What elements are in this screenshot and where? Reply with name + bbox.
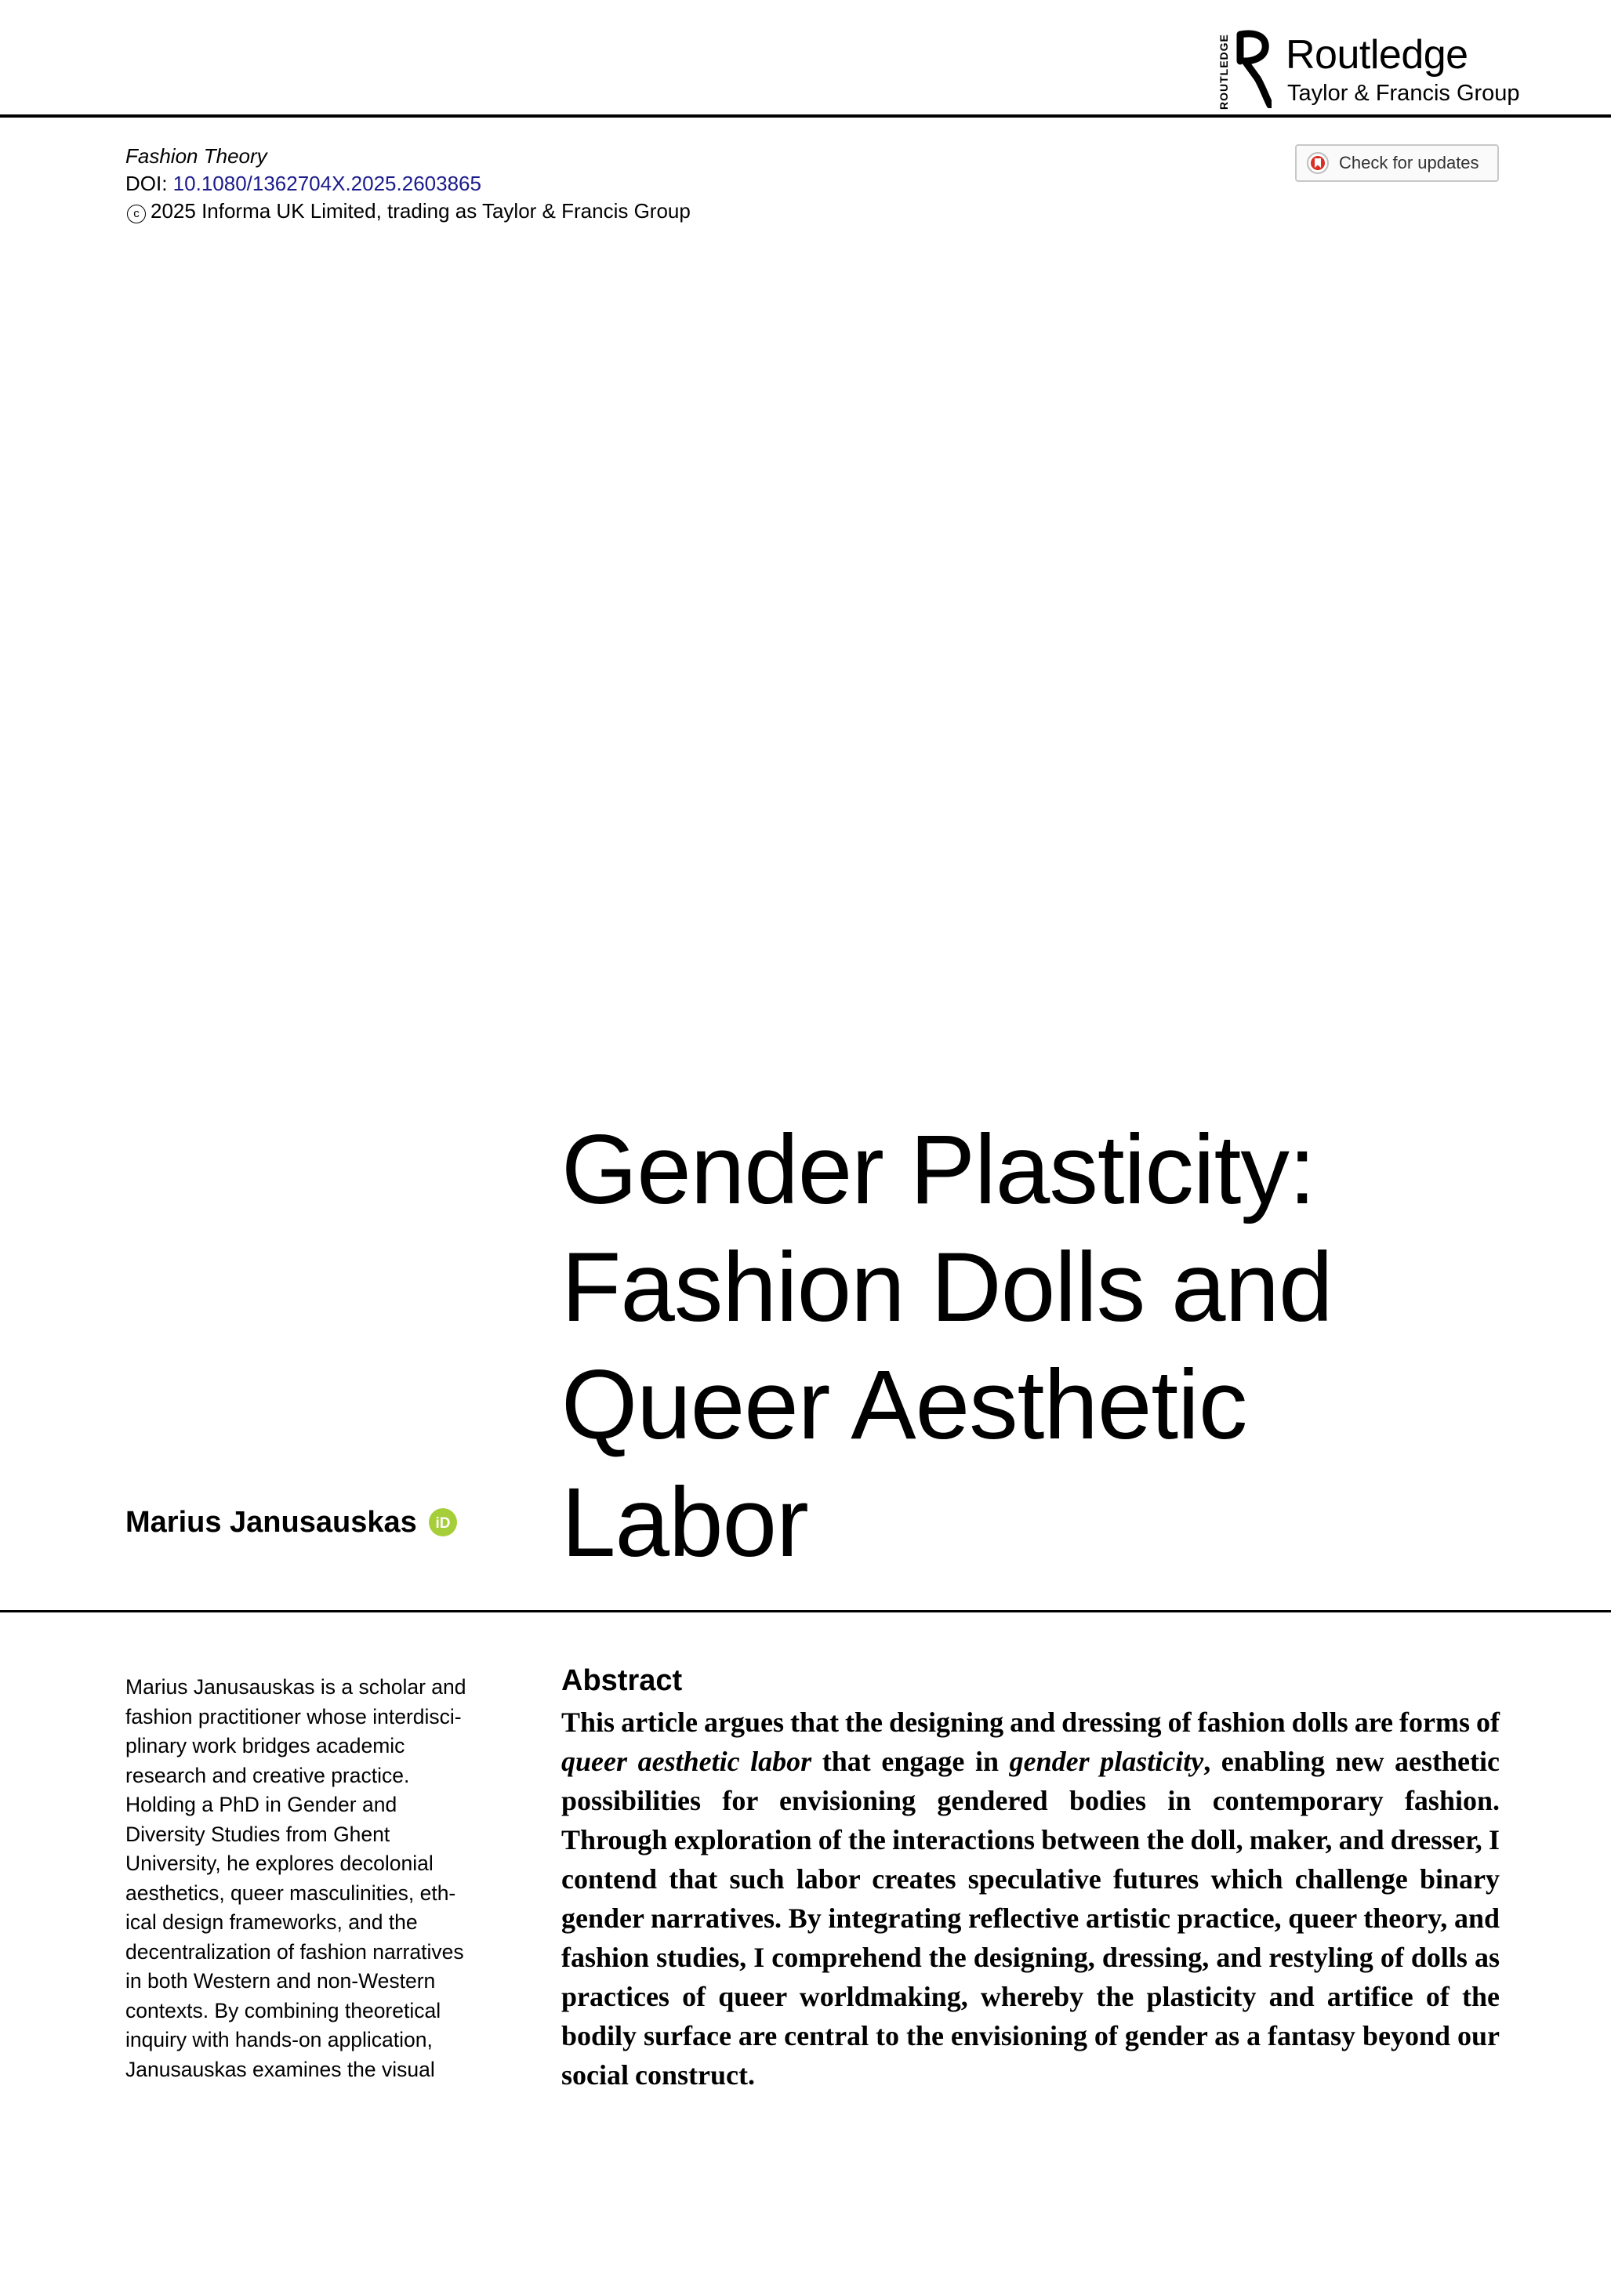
title-line: Gender Plasticity: — [561, 1115, 1315, 1224]
article-meta — [125, 143, 691, 225]
check-for-updates-button[interactable] — [1295, 144, 1499, 182]
bio-line: plinary work bridges academic — [125, 1734, 405, 1757]
author-bio — [125, 1673, 494, 2084]
bio-line: ical design frameworks, and the — [125, 1910, 418, 1934]
bio-line: inquiry with hands-on application, — [125, 2028, 433, 2051]
publisher-logo — [1215, 28, 1544, 113]
abstract-text — [561, 1703, 1500, 2095]
routledge-r-icon — [1234, 30, 1272, 108]
bio-line: Marius Janusauskas is a scholar and — [125, 1675, 466, 1699]
journal-name: Fashion Theory — [125, 144, 267, 168]
publisher-name: Routledge — [1286, 32, 1468, 78]
section-rule — [0, 1610, 1611, 1612]
bio-line: aesthetics, queer masculinities, eth- — [125, 1881, 456, 1905]
copyright-icon: c — [127, 205, 146, 223]
author-name: Marius Janusauskas — [125, 1506, 417, 1539]
abstract-segment: that engage in — [811, 1746, 1010, 1777]
publisher-group: Taylor & Francis Group — [1287, 81, 1520, 106]
check-for-updates-label: Check for updates — [1339, 153, 1479, 172]
bio-line: decentralization of fashion narratives — [125, 1939, 464, 1964]
doi-link[interactable]: 10.1080/1362704X.2025.2603865 — [172, 172, 481, 195]
bio-line: Holding a PhD in Gender and — [125, 1793, 397, 1816]
svg-text:iD: iD — [435, 1515, 451, 1532]
copyright-text: 2025 Informa UK Limited, trading as Taylor & Francis Group — [151, 199, 691, 223]
bio-line: contexts. By combining theoretical — [125, 1998, 441, 2022]
publisher-logo-vertical-text: ROUTLEDGE — [1217, 34, 1230, 111]
abstract-emphasis: queer aesthetic labor — [561, 1746, 812, 1777]
header-rule — [0, 114, 1611, 118]
abstract-emphasis: gender plasticity — [1009, 1746, 1204, 1777]
bio-line: fashion practitioner whose interdisci- — [125, 1704, 462, 1728]
title-line: Queer Aesthetic — [561, 1351, 1247, 1460]
copyright-line — [125, 198, 691, 225]
author-block — [125, 1503, 458, 1541]
bio-line: Diversity Studies from Ghent — [125, 1822, 390, 1846]
check-for-updates-icon — [1306, 151, 1330, 175]
bio-line: in both Western and non-Western — [125, 1969, 436, 1993]
title-line: Labor — [561, 1468, 808, 1577]
abstract-segment: , enabling new aesthetic possibilities for envisioning gendered bodies in contemporary fashion. Through exploration of the interactions between the doll, maker, and dresser, I contend that such labor creates speculative futures which challenge binary gender narratives. By integrating reflective artistic practice, queer theory, and fashion studies, I comprehend the designing, dressing, and restyling of dolls as practices of queer worldmaking, whereby the plasticity and artifice of the bodily surface are central to the envisioning of gender as a fantasy beyond our social construct. — [561, 1746, 1500, 2091]
bio-line: research and creative practice. — [125, 1763, 410, 1787]
doi-label: DOI: — [125, 172, 173, 195]
bio-line: Janusauskas examines the visual — [125, 2057, 435, 2081]
bio-line: University, he explores decolonial — [125, 1852, 434, 1875]
abstract-heading: Abstract — [561, 1664, 683, 1697]
title-line: Fashion Dolls and — [561, 1233, 1333, 1342]
orcid-icon[interactable] — [428, 1507, 458, 1537]
abstract-segment: This article argues that the designing and dressing of fashion dolls are forms of — [561, 1707, 1500, 1738]
doi-line — [125, 170, 691, 198]
article-title — [561, 1112, 1580, 1582]
